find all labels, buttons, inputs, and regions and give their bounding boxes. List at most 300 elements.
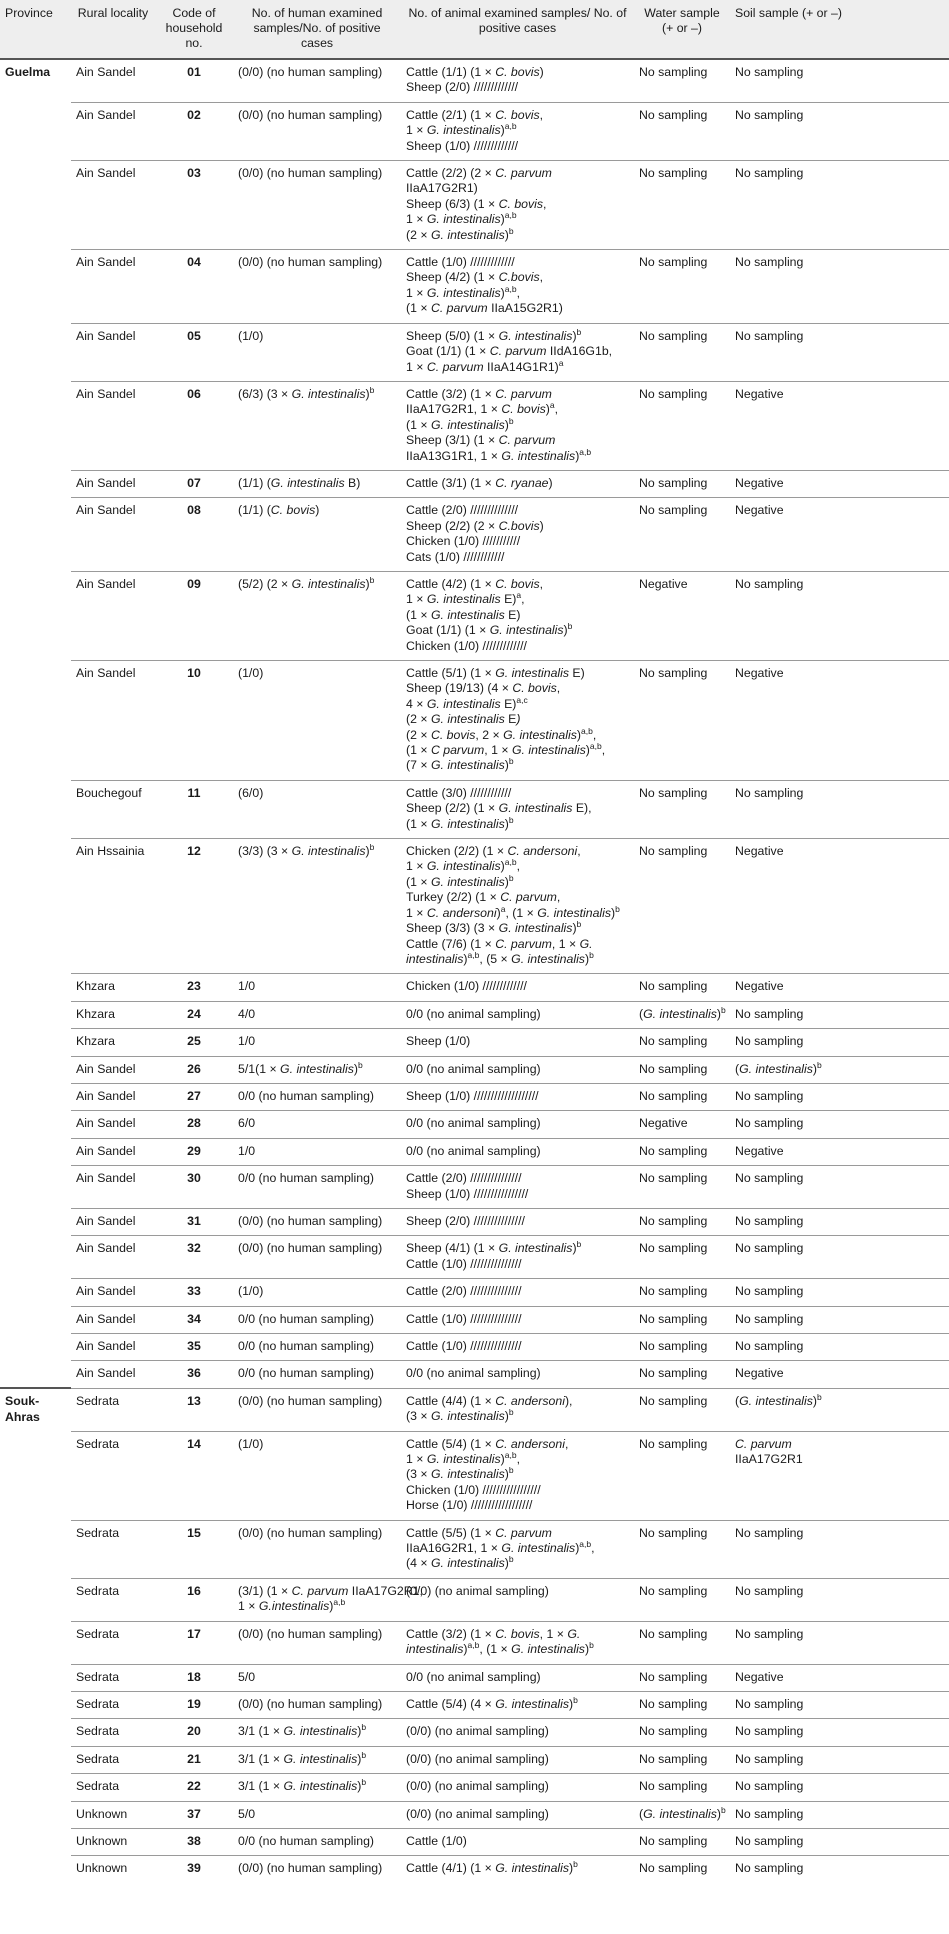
cell-line bbox=[735, 1366, 944, 1381]
cell-text: No sampling bbox=[639, 1088, 708, 1103]
human-samples-cell bbox=[233, 1801, 401, 1828]
human-samples-cell bbox=[233, 839, 401, 974]
human-samples-cell bbox=[233, 59, 401, 102]
footnote-mark: b bbox=[369, 384, 375, 395]
water-sample-cell bbox=[634, 571, 730, 660]
cell-line bbox=[406, 1214, 629, 1229]
cell-line bbox=[406, 415, 629, 433]
cell-line bbox=[406, 166, 629, 181]
footnote-mark: b bbox=[567, 621, 573, 632]
household-code-cell: 12 bbox=[155, 839, 233, 974]
household-code-cell: 36 bbox=[155, 1361, 233, 1388]
footnote-mark: b bbox=[576, 919, 582, 929]
locality-cell: Ain Sandel bbox=[71, 1361, 155, 1388]
cell-line bbox=[406, 433, 629, 448]
cell-text: ) bbox=[812, 1393, 818, 1408]
cell-text: No sampling bbox=[639, 844, 708, 859]
cell-line bbox=[735, 65, 944, 80]
cell-line bbox=[238, 1583, 423, 1599]
household-code-cell: 31 bbox=[155, 1208, 233, 1235]
province-cell bbox=[0, 323, 71, 381]
species-name: C. bovis bbox=[498, 196, 544, 211]
table-row bbox=[0, 498, 949, 572]
cell-line bbox=[238, 1312, 396, 1327]
province-cell bbox=[0, 661, 71, 781]
cell-line bbox=[238, 1144, 396, 1159]
cell-line bbox=[735, 786, 944, 801]
cell-line bbox=[406, 872, 629, 890]
province-cell bbox=[0, 1578, 71, 1621]
species-name: G. intestinalis bbox=[511, 1642, 585, 1657]
water-sample-cell bbox=[634, 1056, 730, 1083]
cell-text: ) bbox=[365, 844, 370, 859]
species-name: C. bovis bbox=[495, 576, 540, 591]
cell-text: ) bbox=[463, 951, 468, 966]
cell-line bbox=[406, 1483, 629, 1498]
cell-line bbox=[238, 1749, 396, 1767]
species-name: G. intestinalis bbox=[430, 874, 505, 889]
cell-text: Negative bbox=[735, 1669, 784, 1684]
table-row bbox=[0, 102, 949, 160]
cell-line bbox=[406, 801, 629, 816]
species-name: G. intestinalis bbox=[498, 921, 573, 936]
cell-line bbox=[735, 1214, 944, 1229]
cell-text: (0/0) (no human sampling) bbox=[238, 255, 383, 270]
human-samples-cell bbox=[233, 1279, 401, 1306]
water-sample-cell bbox=[634, 1166, 730, 1209]
cell-text: 0/0 (no animal sampling) bbox=[406, 1061, 541, 1076]
locality-cell: Ain Sandel bbox=[71, 1138, 155, 1165]
cell-text: ) bbox=[572, 921, 577, 936]
cell-line bbox=[238, 1779, 396, 1794]
cell-line bbox=[406, 937, 629, 952]
footnote-mark: a,b bbox=[504, 121, 517, 132]
cell-text: (1 × bbox=[406, 607, 431, 622]
cell-text: Chicken (1/0) ///////////// bbox=[406, 979, 527, 994]
cell-text: No sampling bbox=[735, 1583, 804, 1598]
cell-line bbox=[238, 108, 396, 123]
soil-sample-cell bbox=[730, 1691, 949, 1718]
household-code-cell: 07 bbox=[155, 470, 233, 497]
cell-text: Cattle (3/0) //////////// bbox=[406, 785, 512, 800]
cell-line bbox=[406, 80, 629, 95]
table-row bbox=[0, 1056, 949, 1083]
cell-text: ) bbox=[353, 1061, 358, 1076]
soil-sample-cell bbox=[730, 1111, 949, 1138]
cell-text: No sampling bbox=[735, 1525, 804, 1540]
cell-line bbox=[406, 758, 629, 773]
cell-line bbox=[639, 1004, 726, 1022]
table-row bbox=[0, 1361, 949, 1388]
locality-cell: Sedrata bbox=[71, 1621, 155, 1664]
soil-sample-cell bbox=[730, 161, 949, 250]
cell-text: (1/1) ( bbox=[238, 503, 271, 518]
cell-line bbox=[406, 357, 629, 375]
table-row bbox=[0, 1621, 949, 1664]
human-samples-cell bbox=[233, 1691, 401, 1718]
cell-text: Cattle (3/2) (1 × bbox=[406, 386, 496, 401]
cell-line bbox=[238, 1366, 396, 1381]
cell-line bbox=[735, 1059, 944, 1077]
cell-text: ( bbox=[735, 1393, 740, 1408]
cell-line bbox=[735, 1526, 944, 1541]
footnote-mark: a bbox=[516, 590, 522, 601]
cell-text: , bbox=[564, 1436, 569, 1451]
animal-samples-cell bbox=[401, 323, 634, 381]
human-samples-cell bbox=[233, 1029, 401, 1056]
water-sample-cell bbox=[634, 1691, 730, 1718]
cell-line bbox=[639, 577, 725, 592]
cell-text: ) bbox=[569, 1861, 574, 1876]
cell-text: No sampling bbox=[735, 1213, 804, 1228]
cell-text: , 2 × bbox=[475, 727, 504, 742]
cell-text: 1/0 bbox=[238, 979, 256, 994]
cell-line bbox=[735, 1116, 944, 1131]
household-code-cell: 28 bbox=[155, 1111, 233, 1138]
species-name: C. bovis bbox=[430, 727, 476, 742]
footnote-mark: b bbox=[576, 1239, 582, 1250]
species-name: C. parvum bbox=[291, 1583, 349, 1598]
cell-text: Negative bbox=[735, 1366, 784, 1381]
cell-text: E) bbox=[504, 607, 521, 622]
cell-line bbox=[735, 329, 944, 344]
species-name: C. parvum bbox=[430, 301, 488, 316]
province-cell bbox=[0, 1691, 71, 1718]
cell-text: Negative bbox=[735, 666, 784, 680]
soil-sample-cell bbox=[730, 1828, 949, 1855]
cell-text: ) bbox=[569, 1696, 574, 1711]
soil-sample-cell bbox=[730, 1621, 949, 1664]
household-code-cell: 25 bbox=[155, 1029, 233, 1056]
cell-line bbox=[639, 1779, 725, 1794]
cell-line bbox=[639, 1034, 725, 1049]
table-row bbox=[0, 1083, 949, 1110]
species-name: G. intestinalis bbox=[426, 1452, 501, 1467]
cell-text: 0/0 (no animal sampling) bbox=[406, 1669, 541, 1684]
cell-text: No sampling bbox=[639, 666, 708, 680]
cell-line bbox=[406, 1339, 629, 1354]
cell-text: ) bbox=[585, 743, 590, 758]
cell-text: 1 × bbox=[406, 592, 427, 607]
header-animal-samples: No. of animal examined samples/ No. of positive cases bbox=[401, 0, 634, 59]
locality-cell: Sedrata bbox=[71, 1664, 155, 1691]
cell-text: (6/0) bbox=[238, 785, 264, 800]
water-sample-cell bbox=[634, 1520, 730, 1578]
cell-text: E) bbox=[569, 666, 585, 680]
household-code-cell: 08 bbox=[155, 498, 233, 572]
cell-text: 0/0 (no human sampling) bbox=[238, 1833, 375, 1848]
cell-line bbox=[238, 1670, 396, 1685]
human-samples-cell bbox=[233, 780, 401, 838]
cell-text: (1 × bbox=[406, 816, 431, 831]
table-row bbox=[0, 59, 949, 102]
cell-text: ) bbox=[539, 518, 544, 533]
cell-text: IIaA14G1R1) bbox=[483, 359, 559, 374]
cell-line bbox=[238, 1034, 396, 1049]
water-sample-cell bbox=[634, 1029, 730, 1056]
water-sample-cell bbox=[634, 102, 730, 160]
cell-text: (0/0) (no human sampling) bbox=[238, 1213, 383, 1228]
cell-text: No sampling bbox=[639, 386, 708, 401]
cell-text: No sampling bbox=[639, 1696, 708, 1711]
cell-line bbox=[406, 503, 629, 518]
table-row bbox=[0, 1236, 949, 1279]
province-name: Souk-Ahras bbox=[5, 1394, 40, 1424]
cell-line bbox=[735, 387, 944, 402]
water-sample-cell bbox=[634, 498, 730, 572]
cell-text: 6/0 bbox=[238, 1116, 256, 1131]
province-cell bbox=[0, 1828, 71, 1855]
cell-line bbox=[735, 666, 944, 681]
locality-cell: Ain Sandel bbox=[71, 1306, 155, 1333]
footnote-mark: b bbox=[361, 1777, 367, 1788]
cell-line bbox=[406, 1312, 629, 1327]
animal-samples-cell bbox=[401, 780, 634, 838]
cell-text: Cattle (2/1) (1 × bbox=[406, 107, 496, 122]
species-name: G. intestinalis bbox=[291, 576, 366, 591]
cell-line bbox=[639, 1437, 725, 1452]
species-name: ) bbox=[516, 712, 521, 727]
human-samples-cell bbox=[233, 974, 401, 1001]
cell-text: 1 × bbox=[406, 905, 427, 920]
table-header bbox=[0, 0, 949, 59]
table-row bbox=[0, 839, 949, 974]
table-row bbox=[0, 1578, 949, 1621]
locality-cell: Sedrata bbox=[71, 1691, 155, 1718]
table-row bbox=[0, 1774, 949, 1801]
cell-text: , (1 × bbox=[479, 1642, 512, 1657]
cell-text: Cattle (2/0) ////////////// bbox=[406, 503, 519, 518]
soil-sample-cell bbox=[730, 1719, 949, 1746]
province-cell bbox=[0, 1664, 71, 1691]
species-name: G. bbox=[567, 1626, 581, 1641]
footnote-mark: b bbox=[589, 1640, 594, 1650]
cell-text: 0/0 (no human sampling) bbox=[238, 1339, 375, 1353]
cell-text: Cattle (2/0) /////////////// bbox=[406, 1284, 522, 1299]
species-name: G. intestinalis bbox=[537, 905, 612, 920]
cell-text: No sampling bbox=[735, 1833, 804, 1848]
cell-text: (0/0) (no human sampling) bbox=[238, 1861, 383, 1876]
cell-line bbox=[639, 1697, 725, 1712]
cell-text: No sampling bbox=[735, 576, 804, 591]
household-code-cell: 13 bbox=[155, 1388, 233, 1431]
cell-text: ) bbox=[500, 859, 505, 874]
species-name: C. parvum bbox=[495, 936, 552, 951]
soil-sample-cell bbox=[730, 1166, 949, 1209]
cell-line bbox=[639, 844, 725, 859]
cell-text: Goat (1/1) (1 × bbox=[406, 344, 490, 359]
cell-text: 0/0 (no human sampling) bbox=[238, 1311, 375, 1326]
species-name: G.intestinalis bbox=[258, 1599, 330, 1614]
cell-text: 1 × bbox=[406, 859, 427, 874]
cell-text: Cattle (5/4) (1 × bbox=[406, 1436, 496, 1451]
human-samples-cell bbox=[233, 1520, 401, 1578]
locality-cell: Unknown bbox=[71, 1801, 155, 1828]
province-cell bbox=[0, 1001, 71, 1028]
cell-line bbox=[406, 534, 629, 549]
locality-cell: Khzara bbox=[71, 974, 155, 1001]
human-samples-cell bbox=[233, 1664, 401, 1691]
cell-line bbox=[238, 255, 396, 270]
soil-sample-cell bbox=[730, 1208, 949, 1235]
cell-text: No sampling bbox=[639, 1779, 708, 1794]
cell-text: Cattle (3/2) (1 × bbox=[406, 1626, 496, 1641]
cell-text: , bbox=[539, 576, 544, 591]
cell-text: (4 × bbox=[406, 1556, 431, 1571]
human-samples-cell bbox=[233, 1236, 401, 1279]
cell-line bbox=[406, 1498, 629, 1513]
cell-line bbox=[639, 166, 725, 181]
cell-line bbox=[238, 1116, 396, 1131]
cell-text: No sampling bbox=[639, 328, 708, 343]
cell-text: No sampling bbox=[639, 1751, 708, 1766]
species-name: G. intestinalis bbox=[430, 712, 505, 727]
footnote-mark: a,b bbox=[467, 949, 480, 960]
cell-text: No sampling bbox=[639, 1583, 708, 1598]
cell-text: Sheep (1/0) /////////////////// bbox=[406, 1088, 539, 1103]
cell-line bbox=[406, 344, 629, 359]
cell-text: No sampling bbox=[639, 503, 708, 518]
cell-line bbox=[639, 1584, 725, 1599]
cell-line bbox=[639, 1144, 725, 1159]
soil-sample-cell bbox=[730, 1388, 949, 1431]
cell-text: (5/2) (2 × bbox=[238, 576, 292, 591]
cell-line bbox=[735, 1584, 944, 1599]
species-name: C. andersoni bbox=[495, 1436, 565, 1451]
cell-text: No sampling bbox=[639, 1143, 708, 1158]
table-row bbox=[0, 661, 949, 781]
water-sample-cell bbox=[634, 1828, 730, 1855]
cell-text: No sampling bbox=[735, 1006, 804, 1021]
footnote-mark: b bbox=[508, 756, 514, 767]
locality-cell: Ain Sandel bbox=[71, 1083, 155, 1110]
province-cell bbox=[0, 1774, 71, 1801]
cell-text: ) bbox=[504, 1467, 509, 1482]
cell-line bbox=[735, 1779, 944, 1794]
cell-line bbox=[639, 1394, 725, 1409]
locality-cell: Ain Sandel bbox=[71, 661, 155, 781]
cell-text: No sampling bbox=[639, 1626, 708, 1641]
species-name: G. intestinalis bbox=[495, 1696, 570, 1711]
cell-line bbox=[406, 921, 629, 936]
species-name: C. parvum bbox=[495, 166, 552, 181]
animal-samples-cell bbox=[401, 1801, 634, 1828]
cell-line bbox=[735, 1312, 944, 1327]
cell-text: , bbox=[516, 859, 521, 874]
cell-line bbox=[238, 574, 396, 592]
cell-line bbox=[406, 387, 629, 402]
cell-line bbox=[735, 1752, 944, 1767]
cell-text: No sampling bbox=[735, 785, 804, 800]
cell-line bbox=[735, 1144, 944, 1159]
species-name: G. intestinalis bbox=[503, 727, 577, 742]
cell-line bbox=[735, 1807, 944, 1822]
animal-samples-cell bbox=[401, 839, 634, 974]
cell-line bbox=[639, 1724, 725, 1739]
cell-line bbox=[238, 1807, 396, 1822]
cell-line bbox=[406, 666, 629, 681]
header-human-samples: No. of human examined samples/No. of positive cases bbox=[233, 0, 401, 59]
cell-line bbox=[735, 979, 944, 994]
cell-text: Sheep (3/3) (3 × bbox=[406, 921, 499, 936]
footnote-mark: a,b bbox=[579, 446, 592, 457]
household-code-cell: 27 bbox=[155, 1083, 233, 1110]
cell-text: No sampling bbox=[735, 1311, 804, 1326]
table-row bbox=[0, 1111, 949, 1138]
cell-line bbox=[406, 1394, 629, 1409]
cell-text: (6/3) (3 × bbox=[238, 386, 292, 401]
cell-text: 0/0 (no human sampling) bbox=[238, 1171, 375, 1186]
footnote-mark: a,b bbox=[504, 1449, 517, 1460]
cell-line bbox=[238, 1089, 396, 1104]
soil-sample-cell bbox=[730, 839, 949, 974]
cell-text: ) bbox=[500, 212, 505, 227]
animal-samples-cell bbox=[401, 381, 634, 470]
footnote-mark: b bbox=[508, 225, 514, 236]
water-sample-cell bbox=[634, 1138, 730, 1165]
species-name: C. parvum bbox=[498, 433, 556, 448]
animal-samples-cell bbox=[401, 1578, 634, 1621]
animal-samples-cell bbox=[401, 571, 634, 660]
cell-text: No sampling bbox=[639, 1861, 708, 1876]
cell-text: (0/0) (no human sampling) bbox=[238, 1626, 383, 1641]
table-row bbox=[0, 780, 949, 838]
human-samples-cell bbox=[233, 1138, 401, 1165]
cell-text: No sampling bbox=[639, 1669, 708, 1684]
animal-samples-cell bbox=[401, 974, 634, 1001]
footnote-mark: a,b bbox=[504, 210, 517, 221]
cell-text: Cattle (4/2) (1 × bbox=[406, 576, 496, 591]
cell-line bbox=[406, 1171, 629, 1186]
soil-sample-cell bbox=[730, 780, 949, 838]
locality-cell: Ain Sandel bbox=[71, 1279, 155, 1306]
locality-cell: Ain Sandel bbox=[71, 470, 155, 497]
species-name: G. intestinalis bbox=[426, 123, 501, 138]
cell-text: , bbox=[554, 402, 559, 417]
household-code-cell: 02 bbox=[155, 102, 233, 160]
cell-line bbox=[406, 476, 629, 491]
footnote-mark: b bbox=[508, 1407, 514, 1418]
cell-line bbox=[238, 1526, 396, 1541]
locality-cell: Ain Sandel bbox=[71, 102, 155, 160]
cell-line bbox=[238, 1394, 396, 1409]
cell-text: E), bbox=[572, 801, 592, 816]
animal-samples-cell bbox=[401, 1166, 634, 1209]
cell-text: ) bbox=[496, 905, 501, 920]
cell-line bbox=[735, 1724, 944, 1739]
table-body bbox=[0, 59, 949, 1883]
province-cell bbox=[0, 571, 71, 660]
animal-samples-cell bbox=[401, 1111, 634, 1138]
cell-text: ) bbox=[576, 727, 581, 742]
cell-text: No sampling bbox=[735, 1034, 804, 1049]
cell-text: Cattle (1/0) /////////////// bbox=[406, 1339, 522, 1353]
cell-text: E bbox=[504, 712, 517, 727]
water-sample-cell bbox=[634, 1361, 730, 1388]
cell-line bbox=[735, 1284, 944, 1299]
soil-sample-cell bbox=[730, 1083, 949, 1110]
cell-line bbox=[406, 1724, 629, 1739]
cell-text: Negative bbox=[735, 844, 784, 859]
locality-cell: Ain Sandel bbox=[71, 571, 155, 660]
table-row bbox=[0, 1208, 949, 1235]
cell-line bbox=[238, 1214, 396, 1229]
cell-line bbox=[735, 255, 944, 270]
cell-line bbox=[406, 623, 629, 638]
table-row bbox=[0, 1856, 949, 1883]
cell-text: (0/0) (no human sampling) bbox=[238, 1241, 383, 1256]
cell-text: IIaA16G2R1, 1 × bbox=[406, 1541, 502, 1556]
